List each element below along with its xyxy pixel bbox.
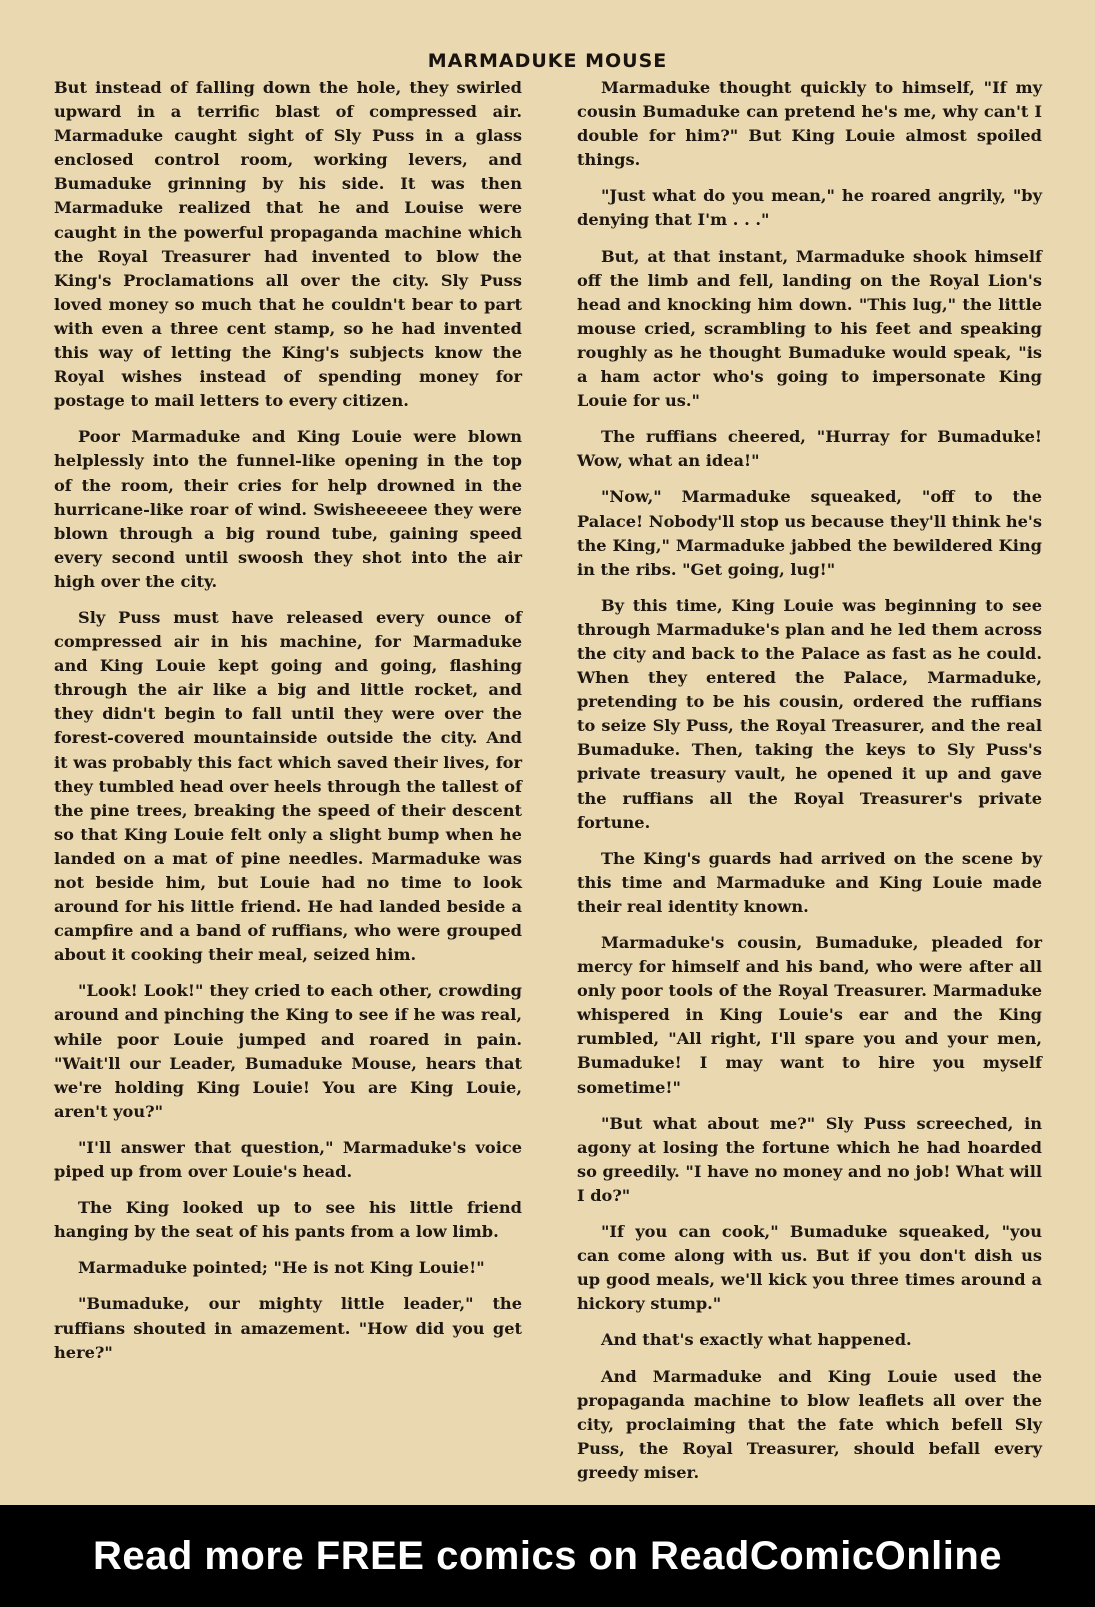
paragraph: "I'll answer that question," Marmaduke's voice piped up from over Louie's head.	[54, 1137, 522, 1182]
page-title: MARMADUKE MOUSE	[427, 50, 668, 72]
paragraph: And Marmaduke and King Louie used the propaganda machine to blow leaflets all over the city, proclaiming that the fate which befell Sly Puss, the Royal Treasurer, should befall every greedy miser.	[577, 1366, 1042, 1482]
paragraph: "Now," Marmaduke squeaked, "off to the Palace! Nobody'll stop us because they'll think he's the King," Marmaduke jabbed the bewildered King in the ribs. "Get going, lug!"	[577, 487, 1042, 579]
promo-banner[interactable]	[0, 1505, 1095, 1607]
paragraph: The King's guards had arrived on the scene by this time and Marmaduke and King Louie made their real identity known.	[577, 848, 1042, 916]
paragraph: Marmaduke pointed; "He is not King Louie!"	[78, 1258, 485, 1278]
paragraph: "Just what do you mean," he roared angrily, "by denying that I'm . . ."	[577, 186, 1042, 230]
paragraph: Marmaduke thought quickly to himself, "If my cousin Bumaduke can pretend he's me, why can't I double for him?" But King Louie almost spoiled things.	[577, 78, 1042, 170]
paragraph: But instead of falling down the hole, they swirled upward in a terrific blast of compressed air. Marmaduke caught sight of Sly Puss in a glass enclosed control room, working levers, and Bumaduke grinning by his side. It was then Marmaduke realized that he and Louise were caught in the powerful propaganda machine which the Royal Treasurer had invented to blow the King's Proclamations all over the city. Sly Puss loved money so much that he couldn't bear to part with even a three cent stamp, so he had invented this way of letting the King's subjects know the Royal wishes instead of spending money for postage to mail letters to every citizen.	[54, 78, 522, 411]
left-column	[54, 76, 522, 1377]
paragraph: Poor Marmaduke and King Louie were blown helplessly into the funnel-like opening in the top of the room, their cries for help drowned in the hurricane-like roar of wind. Swisheeeeee they were blown through a big round tube, gaining speed every second until swoosh they shot into the air high over the city.	[54, 427, 522, 591]
paragraph: "But what about me?" Sly Puss screeched, in agony at losing the fortune which he had hoarded so greedily. "I have no money and no job! What will I do?"	[577, 1113, 1042, 1205]
paragraph: The King looked up to see his little friend hanging by the seat of his pants from a low limb.	[54, 1198, 522, 1242]
paragraph: By this time, King Louie was beginning to see through Marmaduke's plan and he led them across the city and back to the Palace as fast as he could. When they entered the Palace, Marmaduke, pretending to be his cousin, ordered the ruffians to seize Sly Puss, the Royal Treasurer, and the real Bumaduke. Then, taking the keys to Sly Puss's private treasury vault, he opened it up and gave the ruffians all the Royal Treasurer's private fortune.	[577, 595, 1042, 832]
banner-text[interactable]: Read more FREE comics on ReadComicOnline	[92, 1533, 1003, 1578]
paragraph: But, at that instant, Marmaduke shook himself off the limb and fell, landing on the Royal Lion's head and knocking him down. "This lug," the little mouse cried, scrambling to his feet and speaking roughly as he thought Bumaduke would speak, "is a ham actor who's going to impersonate King Louie for us."	[577, 246, 1042, 411]
paragraph: "Bumaduke, our mighty little leader," the ruffians shouted in amazement. "How did you get here?"	[54, 1294, 522, 1362]
paragraph: And that's exactly what happened.	[601, 1330, 912, 1350]
paragraph: Marmaduke's cousin, Bumaduke, pleaded for mercy for himself and his band, who were after all only poor tools of the Royal Treasurer. Marmaduke whispered in King Louie's ear and the King rumbled, "All right, I'll spare you and your men, Bumaduke! I may want to hire you myself sometime!"	[577, 933, 1042, 1097]
paragraph: "If you can cook," Bumaduke squeaked, "you can come along with us. But if you don't dish us up good meals, we'll kick you three times around a hickory stump."	[577, 1222, 1042, 1314]
paragraph: The ruffians cheered, "Hurray for Bumaduke! Wow, what an idea!"	[577, 427, 1042, 471]
paragraph: Sly Puss must have released every ounce of compressed air in his machine, for Marmaduke and King Louie kept going and going, flashing through the air like a big and little rocket, and they didn't begin to fall until they were over the forest-covered mountainside outside the city. And it was probably this fact which saved their lives, for they tumbled head over heels through the tallest of the pine trees, breaking the speed of their descent so that King Louie felt only a slight bump when he landed on a mat of pine needles. Marmaduke was not beside him, but Louie had no time to look around for his little friend. He had landed beside a campfire and a band of ruffians, who were grouped about it cooking their meal, seized him.	[54, 607, 522, 965]
right-column	[577, 76, 1042, 1497]
paragraph: "Look! Look!" they cried to each other, crowding around and pinching the King to see if he was real, while poor Louie jumped and roared in pain. "Wait'll our Leader, Bumaduke Mouse, hears that we're holding King Louie! You are King Louie, aren't you?"	[54, 981, 522, 1121]
